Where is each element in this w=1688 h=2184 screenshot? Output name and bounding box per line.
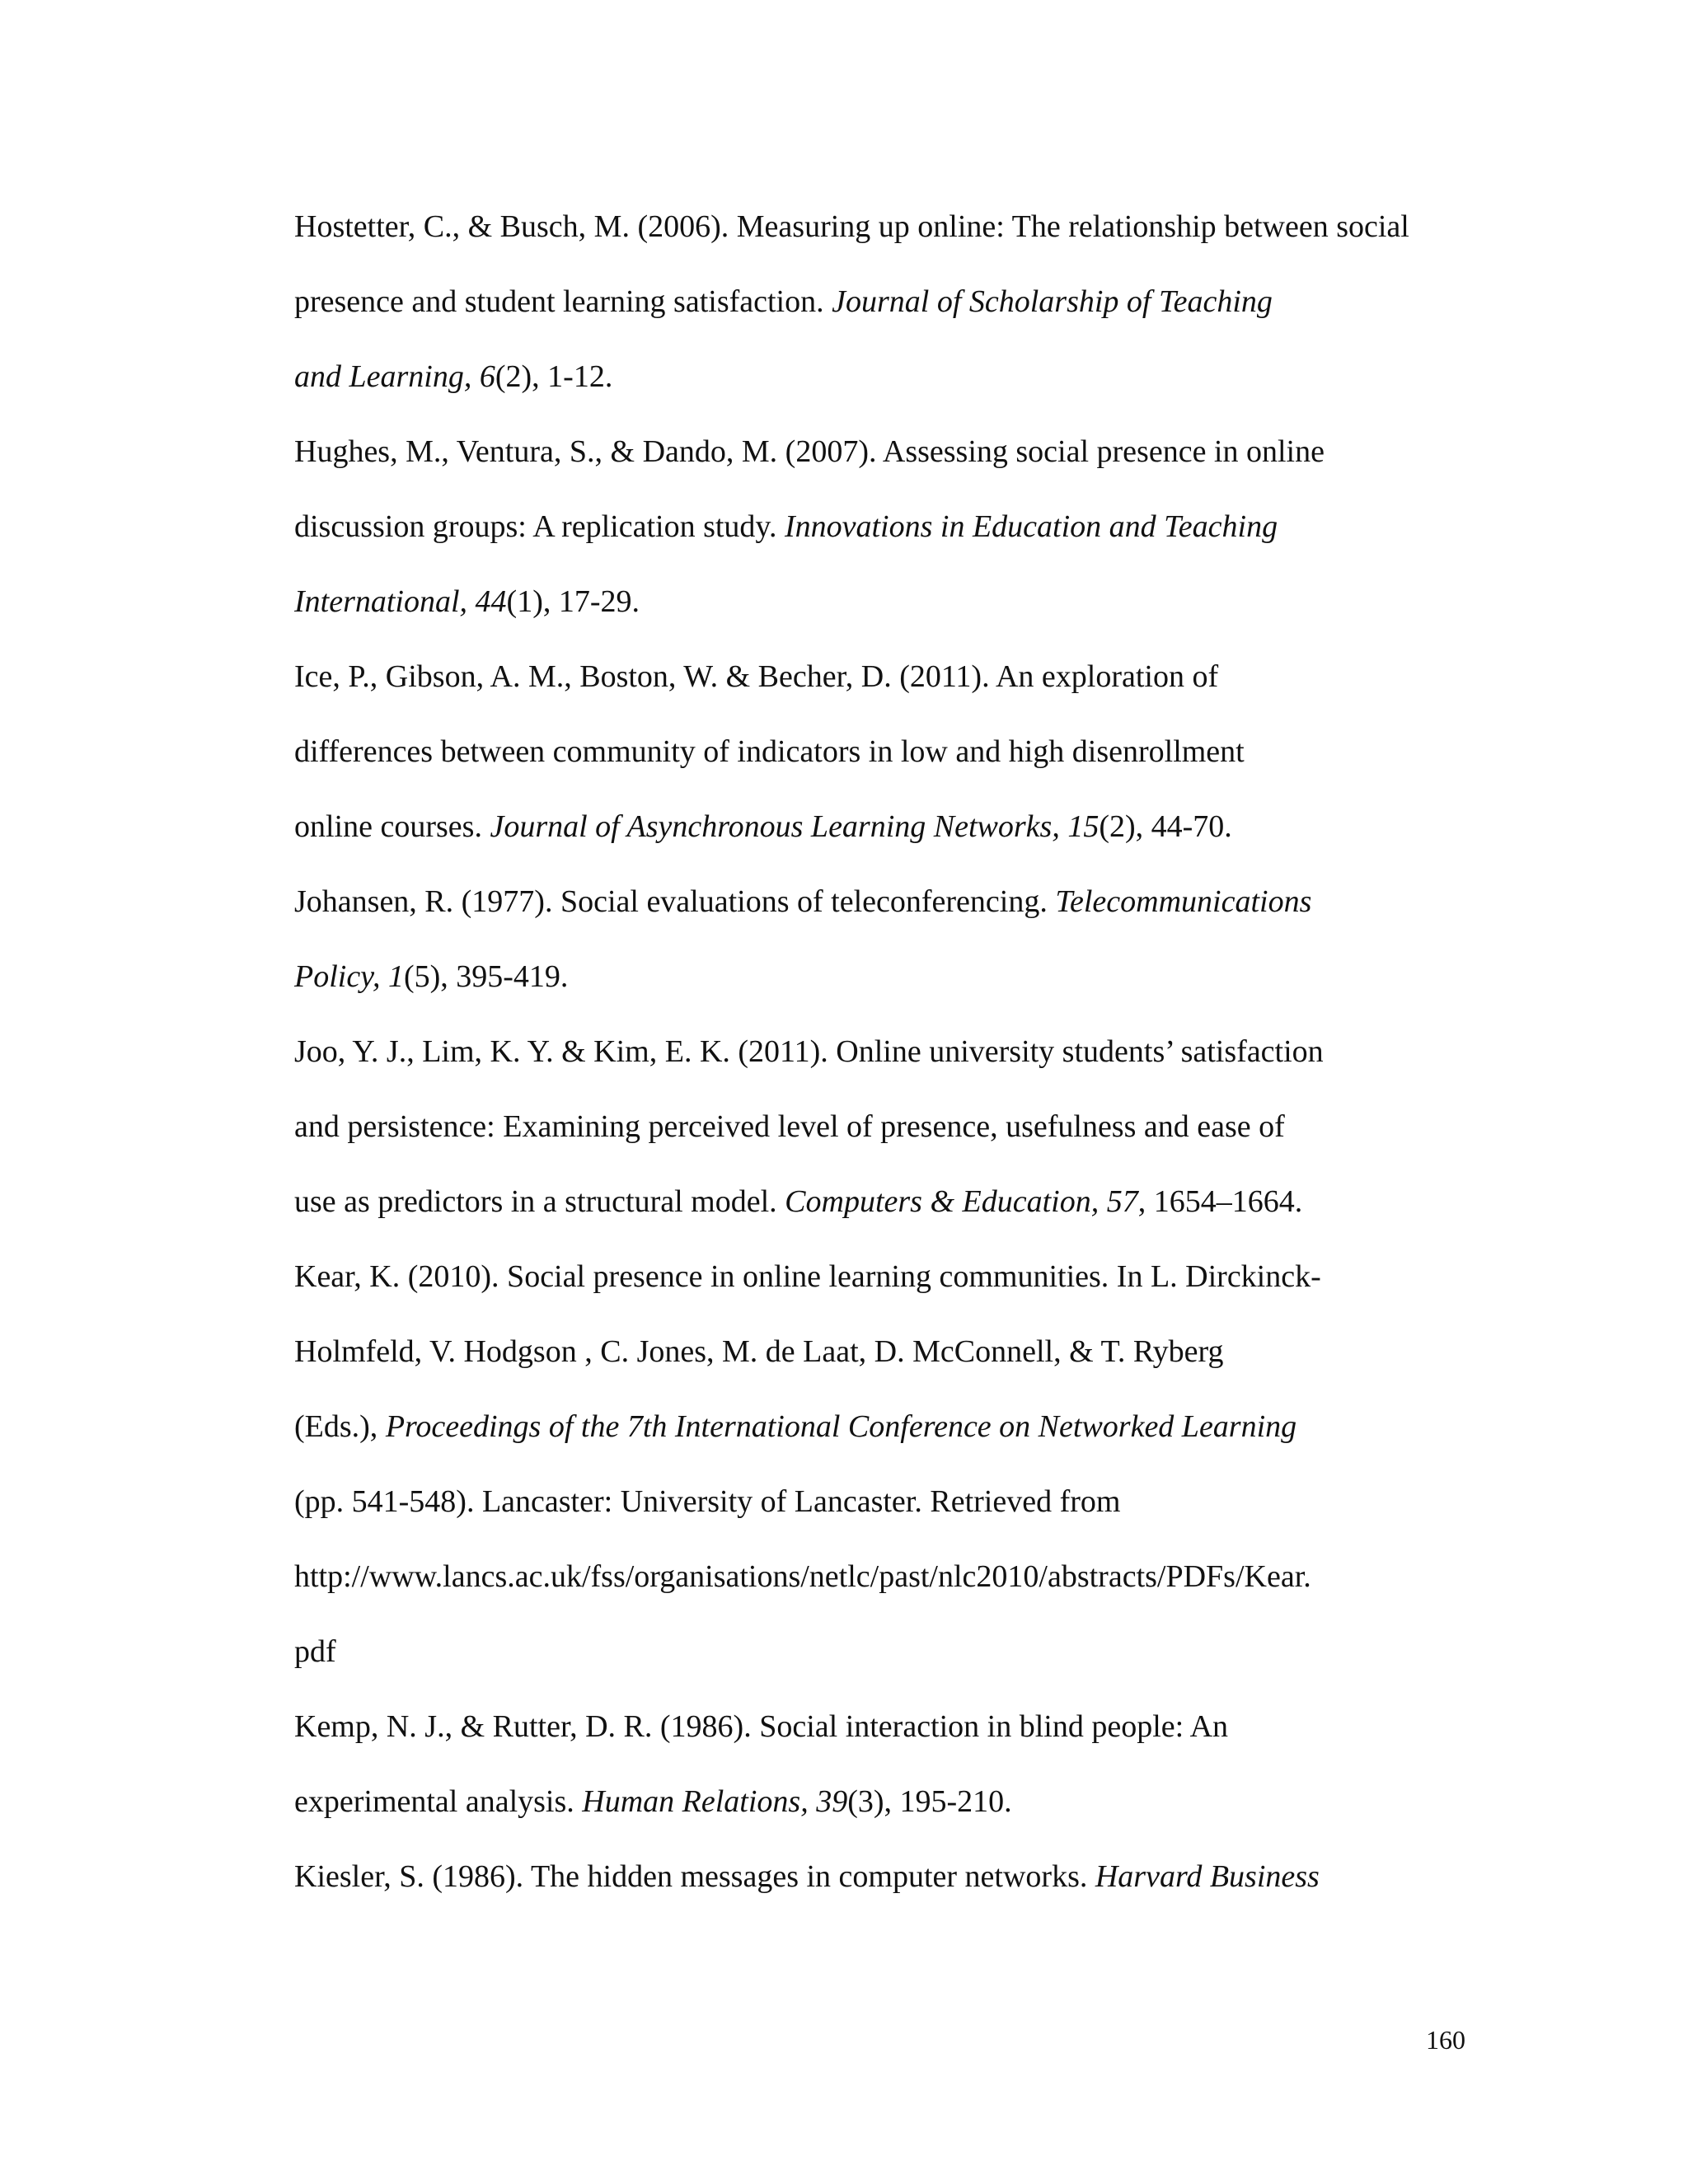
- reference-text: use as predictors in a structural model.: [294, 1184, 785, 1219]
- reference-line: [294, 715, 1481, 790]
- reference-line: [294, 1165, 1481, 1240]
- reference-text: (pp. 541-548). Lancaster: University of Lancaster. Retrieved from: [294, 1484, 1121, 1519]
- reference-italic-text: Innovations in Education and Teaching: [784, 509, 1278, 544]
- reference-entry: [294, 1015, 1481, 1240]
- reference-italic-text: Policy, 1: [294, 959, 404, 994]
- reference-text: (2), 44-70.: [1099, 809, 1232, 844]
- reference-line: [294, 640, 1481, 715]
- reference-text: Kemp, N. J., & Rutter, D. R. (1986). Social interaction in blind people: An: [294, 1709, 1229, 1744]
- reference-line: [294, 190, 1481, 265]
- reference-line: [294, 1615, 1481, 1690]
- reference-line: [294, 490, 1481, 565]
- reference-entry: [294, 415, 1481, 640]
- reference-line: [294, 1390, 1481, 1465]
- reference-text: Kear, K. (2010). Social presence in online learning communities. In L. Dirckinck-: [294, 1259, 1321, 1294]
- reference-text: Hostetter, C., & Busch, M. (2006). Measuring up online: The relationship between social: [294, 209, 1409, 244]
- reference-italic-text: Journal of Scholarship of Teaching: [832, 284, 1273, 319]
- reference-entry: [294, 640, 1481, 865]
- reference-text: Ice, P., Gibson, A. M., Boston, W. & Becher, D. (2011). An exploration of: [294, 659, 1219, 694]
- reference-text: presence and student learning satisfaction.: [294, 284, 832, 319]
- reference-text: Johansen, R. (1977). Social evaluations of teleconferencing.: [294, 884, 1056, 919]
- reference-line: [294, 1240, 1481, 1315]
- reference-italic-text: Computers & Education, 57: [785, 1184, 1138, 1219]
- reference-line: [294, 565, 1481, 640]
- reference-text: (2), 1-12.: [495, 359, 613, 394]
- reference-text: and persistence: Examining perceived level of presence, usefulness and ease of: [294, 1109, 1285, 1144]
- reference-entry: [294, 1690, 1481, 1840]
- reference-entry: [294, 1240, 1481, 1690]
- reference-line: [294, 1315, 1481, 1390]
- reference-line: [294, 1090, 1481, 1165]
- reference-line: [294, 865, 1481, 940]
- reference-line: [294, 415, 1481, 490]
- reference-text: (3), 195-210.: [847, 1784, 1012, 1819]
- reference-italic-text: Telecommunications: [1055, 884, 1312, 919]
- reference-line: [294, 1765, 1481, 1840]
- reference-text: experimental analysis.: [294, 1784, 583, 1819]
- reference-line: [294, 1540, 1481, 1615]
- reference-text: http://www.lancs.ac.uk/fss/organisations/netlc/past/nlc2010/abstracts/PDFs/Kear.: [294, 1559, 1311, 1594]
- reference-text: (Eds.),: [294, 1409, 386, 1444]
- reference-text: Holmfeld, V. Hodgson , C. Jones, M. de Laat, D. McConnell, & T. Ryberg: [294, 1334, 1224, 1369]
- reference-italic-text: Human Relations, 39: [582, 1784, 848, 1819]
- reference-line: [294, 940, 1481, 1015]
- reference-text: Hughes, M., Ventura, S., & Dando, M. (2007). Assessing social presence in online: [294, 434, 1325, 469]
- reference-italic-text: Proceedings of the 7th International Conference on Networked Learning: [385, 1409, 1297, 1444]
- reference-line: [294, 340, 1481, 415]
- reference-text: discussion groups: A replication study.: [294, 509, 785, 544]
- reference-italic-text: International, 44: [294, 584, 507, 619]
- reference-italic-text: Harvard Business: [1095, 1859, 1320, 1894]
- reference-text: (5), 395-419.: [403, 959, 569, 994]
- reference-entry: [294, 190, 1481, 415]
- reference-italic-text: and Learning, 6: [294, 359, 495, 394]
- reference-entry: [294, 1840, 1481, 1915]
- reference-text: (1), 17-29.: [506, 584, 640, 619]
- reference-text: , 1654–1664.: [1137, 1184, 1303, 1219]
- reference-text: differences between community of indicators in low and high disenrollment: [294, 734, 1245, 769]
- reference-text: online courses.: [294, 809, 490, 844]
- page-number: 160: [1426, 2025, 1465, 2055]
- reference-line: [294, 1840, 1481, 1915]
- reference-italic-text: Journal of Asynchronous Learning Networks, 15: [490, 809, 1100, 844]
- reference-line: [294, 1015, 1481, 1090]
- reference-list: [294, 190, 1481, 1915]
- reference-line: [294, 790, 1481, 865]
- reference-text: Kiesler, S. (1986). The hidden messages in computer networks.: [294, 1859, 1095, 1894]
- reference-line: [294, 1690, 1481, 1765]
- reference-text: Joo, Y. J., Lim, K. Y. & Kim, E. K. (2011). Online university students’ satisfaction: [294, 1034, 1324, 1069]
- reference-entry: [294, 865, 1481, 1015]
- reference-text: pdf: [294, 1634, 336, 1669]
- reference-line: [294, 265, 1481, 340]
- reference-line: [294, 1465, 1481, 1540]
